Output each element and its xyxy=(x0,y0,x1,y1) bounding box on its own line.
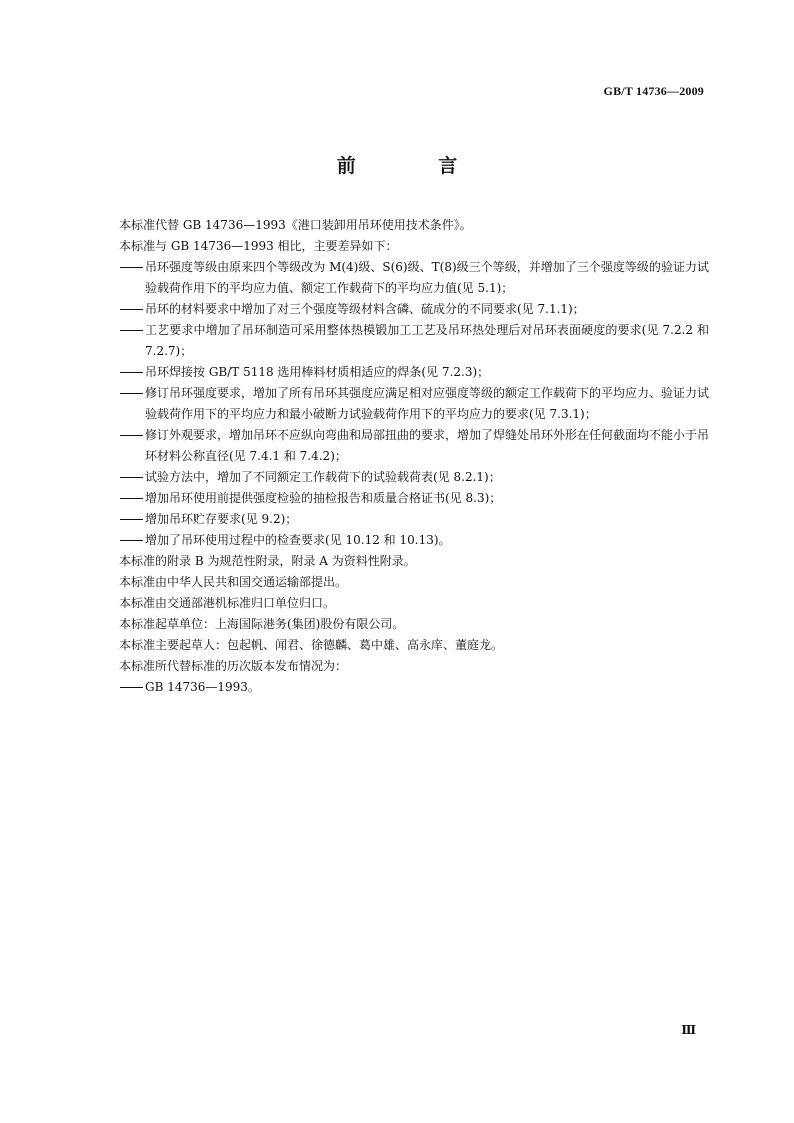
change-item xyxy=(119,362,709,383)
page-title: 前 言 xyxy=(336,155,496,177)
change-item-text: 吊环的材料要求中增加了对三个强度等级材料含磷、硫成分的不同要求(见 7.1.1)； xyxy=(145,302,585,316)
change-item-text: 吊环焊接按 GB/T 5118 选用棒料材质相适应的焊条(见 7.2.3)； xyxy=(145,365,490,379)
change-item xyxy=(119,320,709,362)
change-item xyxy=(119,299,709,320)
change-item-text: 吊环强度等级由原来四个等级改为 M(4)级、S(6)级、T(8)级三个等级，并增加了三个强度等级的验证力试验载荷作用下的平均应力值、额定工作载荷下的平均应力值(见 5.1)； xyxy=(145,260,709,295)
note-paragraph: 本标准起草单位：上海国际港务(集团)股份有限公司。 xyxy=(119,617,405,631)
page-number: Ⅲ xyxy=(681,1023,696,1037)
em-dash-bullet xyxy=(119,488,145,509)
em-dash-bullet xyxy=(119,362,145,383)
em-dash-bullet xyxy=(119,383,145,404)
change-item-text: 修订吊环强度要求，增加了所有吊环其强度应满足相对应强度等级的额定工作载荷下的平均应力、验证力试验载荷作用下的平均应力和最小破断力试验载荷作用下的平均应力的要求(见 7.3.1)； xyxy=(145,386,710,421)
history-item-text: GB 14736—1993。 xyxy=(145,680,260,694)
note-paragraph: 本标准由中华人民共和国交通运输部提出。 xyxy=(119,575,348,589)
change-item xyxy=(119,488,709,509)
change-item-text: 工艺要求中增加了吊环制造可采用整体热模锻加工工艺及吊环热处理后对吊环表面硬度的要求(见 7.2.2 和 7.2.7)； xyxy=(145,323,709,358)
em-dash-bullet xyxy=(119,299,145,320)
em-dash-bullet xyxy=(119,467,145,488)
change-item-text: 增加吊环使用前提供强度检验的抽检报告和质量合格证书(见 8.3)； xyxy=(145,491,502,505)
change-item xyxy=(119,509,709,530)
note-paragraph: 本标准由交通部港机标准归口单位归口。 xyxy=(119,596,336,610)
note-paragraph: 本标准所代替标准的历次版本发布情况为： xyxy=(119,659,348,673)
change-item xyxy=(119,257,709,299)
change-item-text: 修订外观要求，增加吊环不应纵向弯曲和局部扭曲的要求，增加了焊缝处吊环外形在任何截面均不能小于吊环材料公称直径(见 7.4.1 和 7.4.2)； xyxy=(145,428,710,463)
note-paragraph: 本标准的附录 B 为规范性附录，附录 A 为资料性附录。 xyxy=(119,554,416,568)
change-item-text: 增加吊环贮存要求(见 9.2)； xyxy=(145,512,298,526)
em-dash-bullet xyxy=(119,530,145,551)
em-dash-bullet xyxy=(119,257,145,278)
change-item xyxy=(119,530,709,551)
em-dash-bullet xyxy=(119,677,145,698)
em-dash-bullet xyxy=(119,425,145,446)
foreword-body xyxy=(119,215,709,698)
em-dash-bullet xyxy=(119,320,145,341)
change-item xyxy=(119,383,709,425)
history-item xyxy=(119,677,709,698)
change-item xyxy=(119,425,709,467)
change-item xyxy=(119,467,709,488)
standard-code: GB/T 14736—2009 xyxy=(603,84,704,98)
em-dash-bullet xyxy=(119,509,145,530)
change-item-text: 试验方法中，增加了不同额定工作载荷下的试验载荷表(见 8.2.1)； xyxy=(145,470,501,484)
note-paragraph: 本标准主要起草人：包起帆、闻君、徐德麟、葛中雄、高永庠、董庭龙。 xyxy=(119,638,504,652)
change-item-text: 增加了吊环使用过程中的检查要求(见 10.12 和 10.13)。 xyxy=(145,533,451,547)
intro-paragraph: 本标准代替 GB 14736—1993《港口装卸用吊环使用技术条件》。 xyxy=(119,218,472,232)
intro-paragraph: 本标准与 GB 14736—1993 相比，主要差异如下： xyxy=(119,239,398,253)
